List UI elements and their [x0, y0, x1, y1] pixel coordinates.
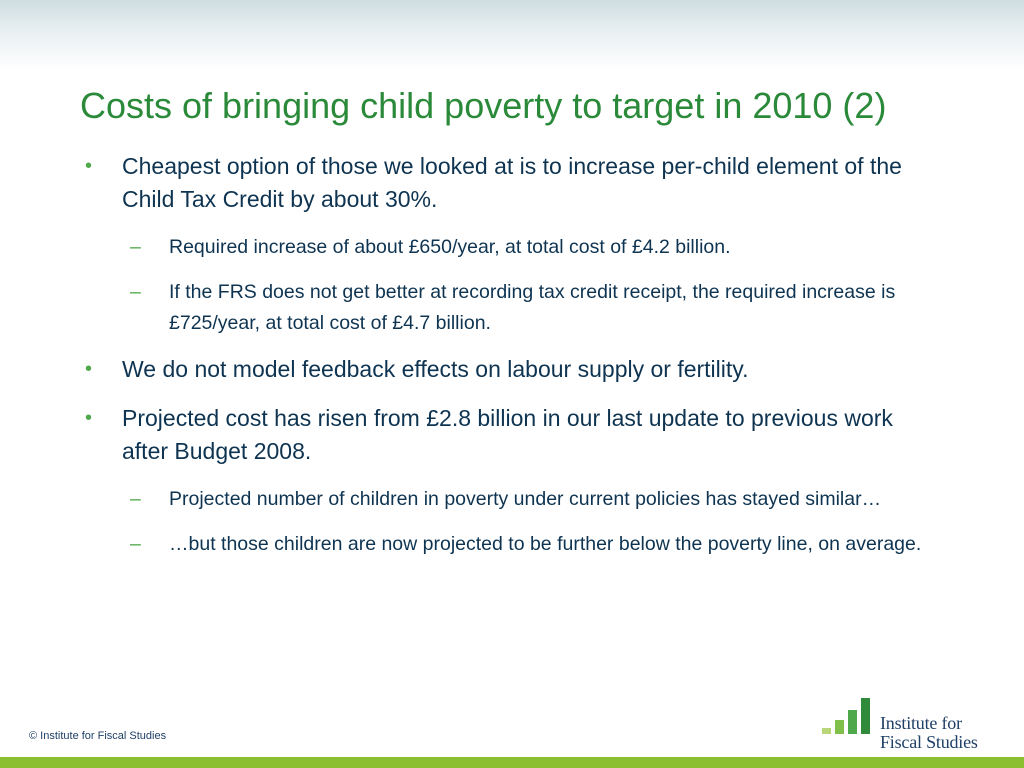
bullet-text: We do not model feedback effects on labour supply or fertility.: [122, 356, 749, 382]
bullet-marker: •: [85, 155, 93, 177]
sub-bullet-marker: –: [130, 533, 141, 555]
sub-bullet-text: Required increase of about £650/year, at total cost of £4.2 billion.: [169, 236, 731, 258]
bullet-list: [0, 150, 1024, 574]
sub-bullet-marker: –: [130, 281, 141, 303]
sub-bullet-text: Projected number of children in poverty under current policies has stayed similar…: [169, 488, 882, 510]
logo-text-line: Fiscal Studies: [880, 732, 978, 752]
ifs-logo: [822, 698, 1002, 752]
logo-text: [880, 714, 978, 752]
bullet-item: [0, 353, 912, 386]
bullet-item: [0, 150, 912, 216]
bullet-marker: •: [85, 407, 93, 429]
logo-bar: [848, 710, 857, 734]
logo-bar: [822, 728, 831, 734]
sub-bullet-item: [0, 529, 929, 560]
sub-bullet-text: If the FRS does not get better at recording tax credit receipt, the required increase is £725/year, at total cost of £4.7 billion.: [169, 281, 896, 334]
sub-bullet-item: [0, 484, 929, 515]
sub-bullet-text: …but those children are now projected to be further below the poverty line, on average.: [169, 533, 922, 555]
footer-band: [0, 757, 1024, 768]
sub-bullet-item: [0, 232, 929, 263]
bullet-marker: •: [85, 358, 93, 380]
slide-title: Costs of bringing child poverty to target in 2010 (2): [80, 85, 887, 126]
header-gradient: [0, 0, 1024, 70]
sub-bullet-marker: –: [130, 488, 141, 510]
copyright-notice: © Institute for Fiscal Studies: [29, 730, 167, 742]
bullet-text: Cheapest option of those we looked at is to increase per-child element of the Child Tax Credit by about 30%.: [122, 153, 902, 212]
logo-text-line: Institute for: [880, 713, 962, 733]
bullet-item: [0, 402, 912, 468]
logo-bar: [861, 698, 870, 734]
sub-bullet-item: [0, 277, 929, 339]
logo-bar: [835, 720, 844, 734]
logo-bars-icon: [822, 698, 876, 734]
sub-bullet-marker: –: [130, 236, 141, 258]
bullet-text: Projected cost has risen from £2.8 billion in our last update to previous work after Budget 2008.: [122, 405, 893, 464]
